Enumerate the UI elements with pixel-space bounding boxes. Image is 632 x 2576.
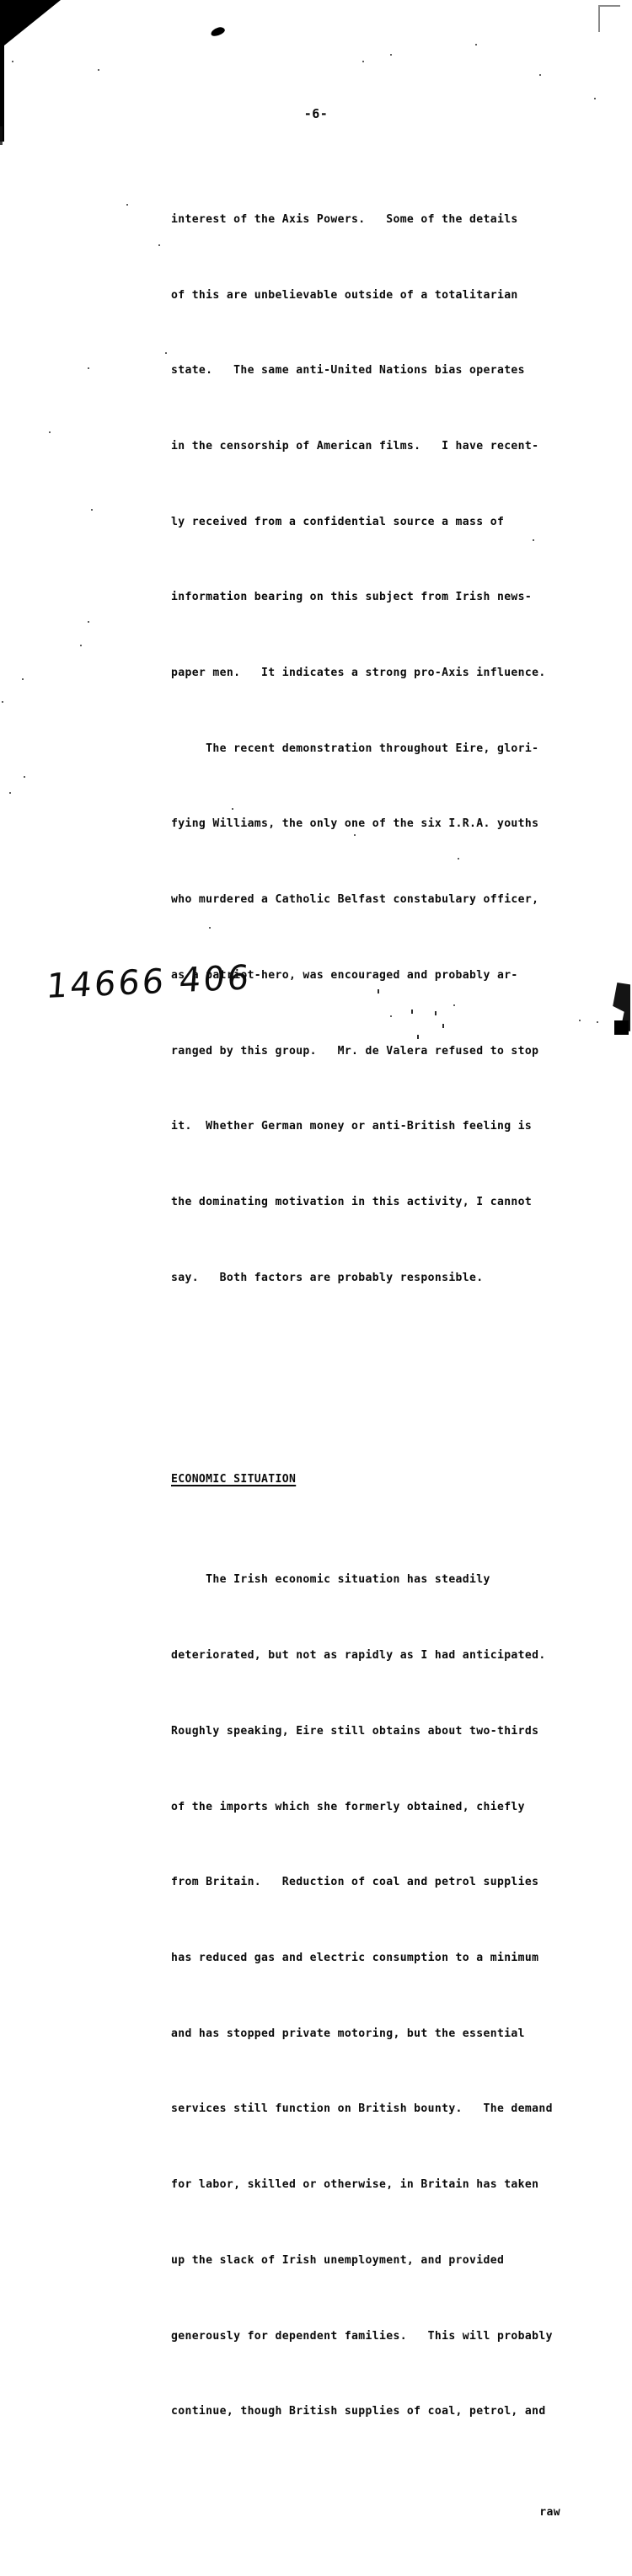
body-line: as a patriot-hero, was encouraged and probably ar-: [171, 968, 518, 982]
body-line: deteriorated, but not as rapidly as I had anticipated.: [171, 1649, 546, 1663]
page-speckle: [24, 776, 25, 778]
body-line: say. Both factors are probably responsible.: [171, 1271, 484, 1284]
page-speckle: [49, 431, 51, 433]
body-spacer: [171, 1366, 592, 1391]
body-line: the dominating motivation in this activity, I cannot: [171, 1195, 533, 1208]
body-line: ly received from a confidential source a mass of: [171, 515, 505, 528]
body-line: paper men. It indicates a strong pro-Axis influence.: [171, 667, 546, 680]
scan-artifact-top-left-corner: [0, 0, 61, 49]
body-line: from Britain. Reduction of coal and petrol supplies: [171, 1876, 539, 1889]
body-line: ranged by this group. Mr. de Valera refused to stop: [171, 1044, 539, 1058]
body-line: who murdered a Catholic Belfast constabulary officer,: [171, 893, 539, 907]
scan-artifact-left-edge: [0, 17, 4, 142]
body-line: generously for dependent families. This will probably: [171, 2329, 553, 2343]
body-line: services still function on British bounty. The demand: [171, 2102, 553, 2116]
page-speckle: [80, 645, 82, 646]
page-speckle: [98, 69, 99, 71]
page-speckle: [362, 61, 364, 62]
page-catchword: raw: [539, 2505, 560, 2519]
scan-artifact-top-right-edge: [598, 5, 620, 32]
section-heading-text: ECONOMIC SITUATION: [171, 1472, 297, 1486]
handwritten-archival-annotation: 14666 406: [45, 958, 253, 1007]
body-line: interest of the Axis Powers. Some of the details: [171, 212, 518, 226]
page-number: -6-: [303, 106, 329, 121]
page-speckle: [539, 74, 541, 76]
page-speckle: [597, 1021, 598, 1023]
body-line: has reduced gas and electric consumption to a minimum: [171, 1952, 539, 1964]
body-line: Roughly speaking, Eire still obtains about two-thirds: [171, 1724, 539, 1738]
page-speckle: [91, 509, 93, 511]
body-line: for labor, skilled or otherwise, in Britain has taken: [171, 2178, 539, 2192]
body-line: of this are unbelievable outside of a totalitarian: [171, 288, 518, 302]
body-line: fying Williams, the only one of the six I.R.A. youths: [171, 817, 539, 831]
ink-blot-artifact: [210, 26, 226, 38]
document-body: [171, 157, 592, 2576]
page-speckle: [2, 701, 3, 703]
page-speckle: [88, 621, 89, 623]
body-line: information bearing on this subject from Irish news-: [171, 591, 533, 604]
page-speckle: [88, 367, 89, 369]
section-heading-economic-situation: [171, 1467, 592, 1492]
body-line: The Irish economic situation has steadily: [171, 1573, 490, 1587]
page-speckle: [594, 98, 596, 99]
scan-artifact-bottom-right-block: [614, 1020, 629, 1035]
page-speckle: [22, 678, 24, 680]
page-speckle: [126, 204, 128, 206]
page-speckle: [158, 244, 160, 246]
scan-artifact-left-edge-lower: [0, 126, 3, 145]
page-speckle: [475, 44, 477, 46]
page-speckle: [9, 792, 11, 794]
body-line: up the slack of Irish unemployment, and provided: [171, 2253, 505, 2267]
page-speckle: [12, 61, 13, 62]
body-line: The recent demonstration throughout Eire, glori-: [171, 742, 539, 755]
body-line: it. Whether German money or anti-British feeling is: [171, 1120, 533, 1133]
body-line: and has stopped private motoring, but the essential: [171, 2027, 525, 2040]
body-line: in the censorship of American films. I have recent-: [171, 439, 539, 453]
page-speckle: [165, 352, 167, 354]
body-line: state. The same anti-United Nations bias operates: [171, 364, 525, 378]
page-speckle: [390, 54, 392, 56]
body-line: continue, though British supplies of coal, petrol, and: [171, 2405, 546, 2418]
body-line: of the imports which she formerly obtained, chiefly: [171, 1800, 525, 1813]
